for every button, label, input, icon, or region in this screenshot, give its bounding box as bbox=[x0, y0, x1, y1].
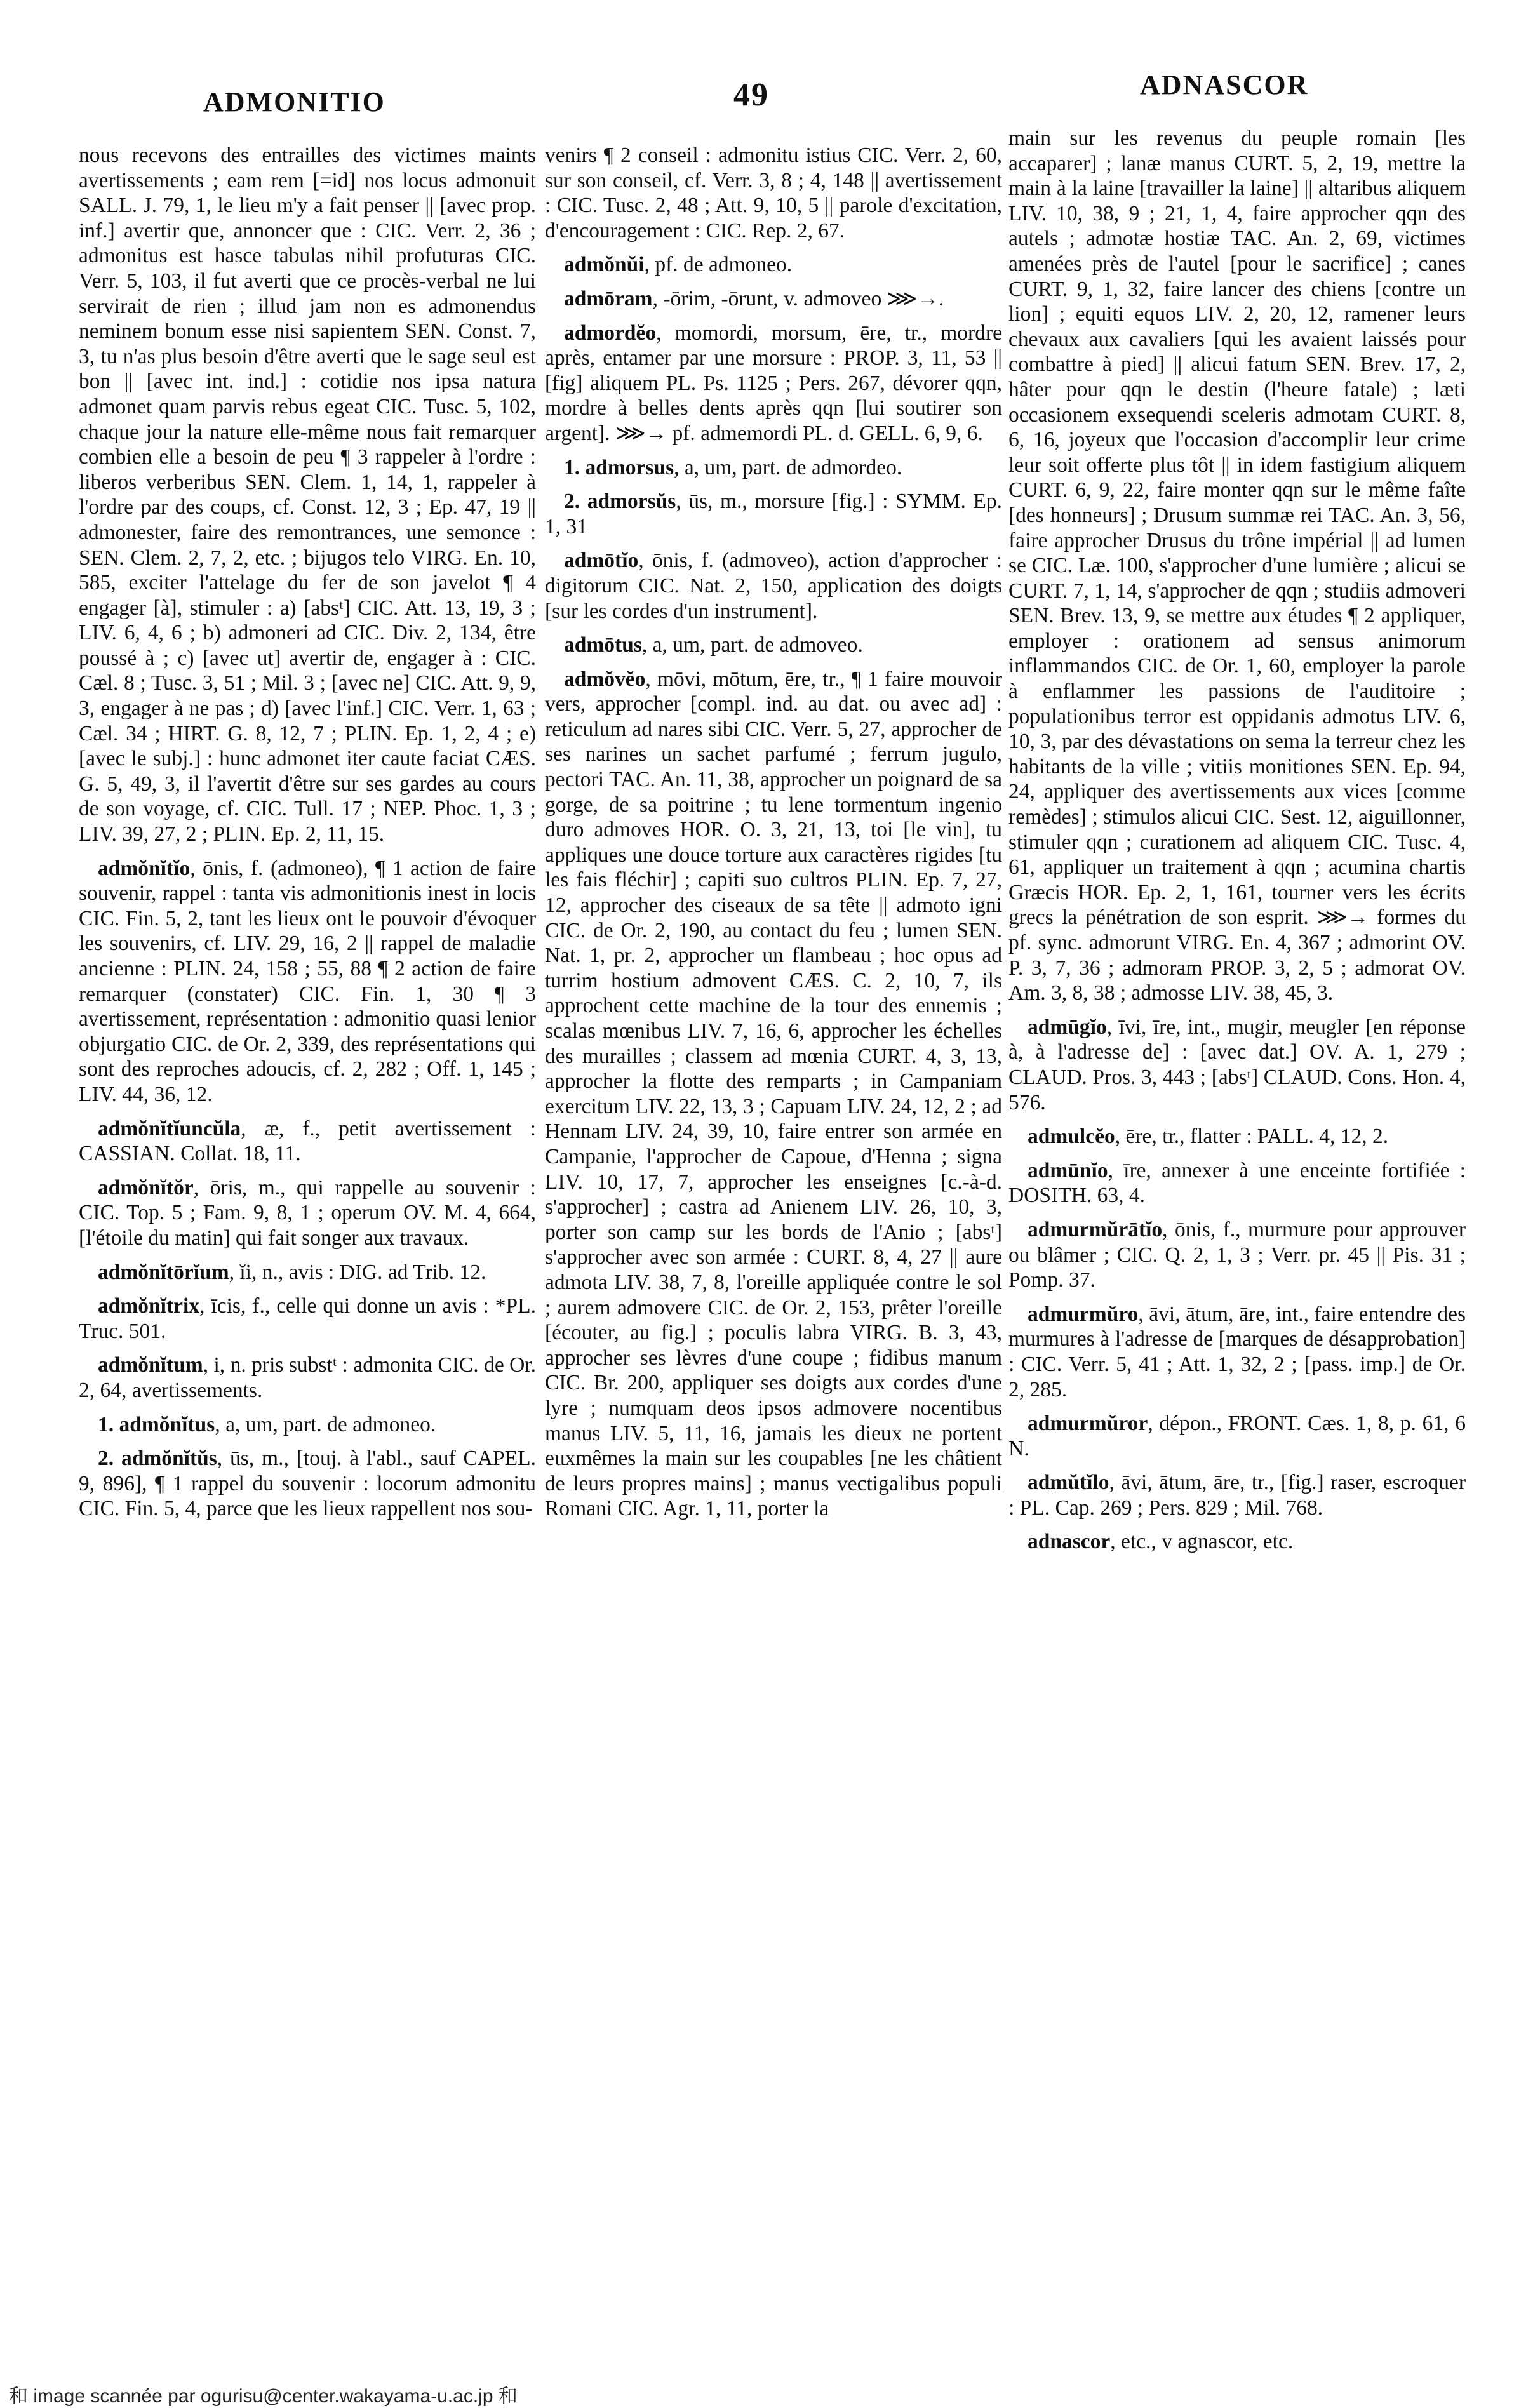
headword: admŏvĕo bbox=[564, 667, 646, 691]
entry-admonitum: admŏnĭtum, i, n. pris substᵗ : admonita CIC. de Or. 2, 64, avertissements. bbox=[79, 1353, 536, 1402]
headword: admŏnĭtrix bbox=[98, 1294, 200, 1318]
headword: 2. admorsŭs bbox=[564, 490, 676, 514]
entry-admonitor: admŏnĭtŏr, ōris, m., qui rappelle au souvenir : CIC. Top. 5 ; Fam. 9, 8, 1 ; operum OV. M. 4, 664, [l'étoile du matin] qui fait songer aux travaux. bbox=[79, 1175, 536, 1250]
entry-admoram: admōram, -ōrim, -ōrunt, v. admoveo ⋙→. bbox=[564, 286, 944, 311]
running-head-left: ADMONITIO bbox=[203, 86, 385, 117]
entry-adnascor: adnascor, etc., v agnascor, etc. bbox=[1028, 1530, 1294, 1554]
headword: admūnĭo bbox=[1028, 1158, 1108, 1182]
entry-admonitrix: admŏnĭtrix, īcis, f., celle qui donne un avis : *PL. Truc. 501. bbox=[79, 1294, 536, 1343]
entry-admorsus-2: 2. admorsŭs, ūs, m., morsure [fig.] : SYMM. Ep. 1, 31 bbox=[545, 490, 1002, 538]
headword: admūgĭo bbox=[1028, 1015, 1107, 1039]
entry-admordeo: admordĕo, momordi, morsum, ēre, tr., mordre après, entamer par une morsure : PROP. 3, 11, 53 || [fig] aliquem PL. Ps. 1125 ; Pers. 267, dévorer qqn, mordre à belles dents après qqn [lui soutirer son argent]. ⋙→ pf. admemordi PL. d. GELL. 6, 9, 6. bbox=[545, 321, 1002, 445]
headword: admŏnŭi bbox=[564, 253, 645, 277]
entry-admurmuror: admurmŭror, dépon., FRONT. Cæs. 1, 8, p. 61, 6 N. bbox=[1008, 1412, 1466, 1461]
headword: admulcĕo bbox=[1028, 1125, 1115, 1149]
scan-credit: 和 image scannée par ogurisu@center.wakayama-u.ac.jp 和 bbox=[9, 2386, 518, 2407]
headword: 2. admŏnĭtŭs bbox=[98, 1447, 217, 1471]
entry-continuation: venirs ¶ 2 conseil : admonitu istius CIC. Verr. 2, 60, sur son conseil, cf. Verr. 3, 8 ; 4, 148 || avertissement : CIC. Tusc. 2, 48 ; Att. 9, 10, 5 || parole d'excitation, d'encouragement : CIC. Rep. 2, 67. bbox=[545, 144, 1002, 243]
entry-admurmuro: admurmŭro, āvi, ātum, āre, int., faire entendre des murmures à l'adresse de [marques de désapprobation] : CIC. Verr. 5, 41 ; Att. 1, 32, 2 ; [pass. imp.] de Or. 2, 285. bbox=[1008, 1302, 1466, 1401]
running-head-right: ADNASCOR bbox=[1140, 69, 1309, 100]
page-number: 49 bbox=[733, 77, 769, 113]
headword: adnascor bbox=[1028, 1530, 1111, 1554]
entry-admurmuratio: admurmŭrātĭo, ōnis, f., murmure pour approuver ou blâmer ; CIC. Q. 2, 1, 3 ; Verr. pr. 45 || Pis. 31 ; Pomp. 37. bbox=[1008, 1217, 1466, 1292]
entry-admorsus-1: 1. admorsus, a, um, part. de admordeo. bbox=[564, 455, 902, 479]
headword: admŏnĭtĭuncŭla bbox=[98, 1116, 241, 1140]
headword: admŏnĭtĭo bbox=[98, 856, 191, 880]
entry-admotus: admōtus, a, um, part. de admoveo. bbox=[564, 633, 863, 657]
headword: admŏnĭtŏr bbox=[98, 1175, 194, 1200]
headword: admōtĭo bbox=[564, 549, 639, 573]
column-right bbox=[1008, 126, 1466, 2348]
entry-admulceo: admulcĕo, ēre, tr., flatter : PALL. 4, 12, 2. bbox=[1028, 1125, 1389, 1149]
entry-admonui: admŏnŭi, pf. de admoneo. bbox=[564, 253, 793, 277]
headword: 1. admŏnĭtus bbox=[98, 1412, 215, 1436]
headword: admordĕo bbox=[564, 321, 657, 345]
entry-continuation: nous recevons des entrailles des victimes maints avertissements ; eam rem [=id] nos locus admonuit SALL. J. 79, 1, le lieu m'y a fait penser || [avec prop. inf.] avertir que, annoncer que : CIC. Verr. 2, 36 ; admonitus est hasce tabulas nihil profuturas CIC. Verr. 5, 103, il fut averti que ce procès-verbal ne lui servirait de rien ; illud jam non es admonendus neminem bonum esse nisi sapientem SEN. Const. 7, 3, tu n'as plus besoin d'être averti que le sage seul est bon || [avec int. ind.] : cotidie nos ipsa natura admonet quam parvis rebus egeat CIC. Tusc. 5, 102, chaque jour la nature elle-même nous fait remarquer combien elle a besoin de peu ¶ 3 rappeler à l'ordre : liberos verberibus SEN. Clem. 1, 14, 1, rappeler à l'ordre par des coups, cf. Const. 12, 3 ; Ep. 47, 19 || admonester, faire des remontrances, une semonce : SEN. Clem. 2, 7, 2, etc. ; bijugos telo VIRG. En. 10, 585, exciter l'attelage du fer de son javelot ¶ 4 engager [à], stimuler : a) [absᵗ] CIC. Att. 13, 19, 3 ; LIV. 6, 4, 6 ; b) admoneri ad CIC. Div. 2, 134, être poussé à ; c) [avec ut] avertir de, engager à : CIC. Cæl. 8 ; Tusc. 3, 51 ; Mil. 3 ; [avec ne] CIC. Att. 9, 9, 3, engager à ne pas ; d) [avec l'inf.] CIC. Verr. 1, 63 ; Cæl. 34 ; HIRT. G. 8, 12, 7 ; PLIN. Ep. 1, 2, 4 ; e) [avec le subj.] : hunc admonet iter caute faciat CÆS. G. 5, 49, 3, il l'avertit d'être sur ses gardes au cours de son voyage, cf. CIC. Tull. 17 ; NEP. Phoc. 1, 3 ; LIV. 39, 27, 2 ; PLIN. Ep. 2, 11, 15. bbox=[79, 144, 536, 846]
entry-admutilo: admŭtĭlo, āvi, ātum, āre, tr., [fig.] raser, escroquer : PL. Cap. 269 ; Pers. 829 ; Mil. 768. bbox=[1008, 1471, 1466, 1520]
headword: 1. admorsus bbox=[564, 455, 674, 479]
headword: admurmŭror bbox=[1028, 1412, 1148, 1436]
entry-admonitiuncula: admŏnĭtĭuncŭla, æ, f., petit avertissement : CASSIAN. Collat. 18, 11. bbox=[79, 1116, 536, 1166]
headword: admŭtĭlo bbox=[1028, 1471, 1109, 1495]
entry-admonitus-2: 2. admŏnĭtŭs, ūs, m., [touj. à l'abl., sauf CAPEL. 9, 896], ¶ 1 rappel du souvenir : locorum admonitu CIC. Fin. 5, 4, parce que les lieux rappellent nos sou- bbox=[79, 1447, 536, 1521]
entry-admotio: admōtĭo, ōnis, f. (admoveo), action d'approcher : digitorum CIC. Nat. 2, 150, application des doigts [sur les cordes d'un instrument]. bbox=[545, 549, 1002, 623]
entry-admonitio: admŏnĭtĭo, ōnis, f. (admoneo), ¶ 1 action de faire souvenir, rappel : tanta vis admonitionis inest in locis CIC. Fin. 5, 2, tant les lieux ont le pouvoir d'évoquer les souvenirs, cf. LIV. 29, 16, 2 || rappel de maladie ancienne : PLIN. 24, 158 ; 55, 88 ¶ 2 action de faire remarquer (constater) CIC. Fin. 1, 30 ¶ 3 avertissement, représentation : admonitio quasi lenior objurgatio CIC. de Or. 2, 339, des représentations qui sont des reproches adoucis, cf. 2, 282 ; Off. 1, 145 ; LIV. 44, 36, 12. bbox=[79, 856, 536, 1106]
entry-admugio: admūgĭo, īvi, īre, int., mugir, meugler [en réponse à, à l'adresse de] : [avec dat.] OV. A. 1, 279 ; CLAUD. Pros. 3, 443 ; [absᵗ] CLAUD. Cons. Hon. 4, 576. bbox=[1008, 1015, 1466, 1114]
entry-admonitus-1: 1. admŏnĭtus, a, um, part. de admoneo. bbox=[98, 1412, 436, 1436]
column-middle bbox=[545, 143, 1002, 2302]
entry-continuation: main sur les revenus du peuple romain [les accaparer] ; lanæ manus CURT. 5, 2, 19, mettre la main à la laine [travailler la laine] || altaribus aliquem LIV. 10, 38, 9 ; 21, 1, 4, faire approcher qqn des autels ; admotæ hostiæ TAC. An. 2, 69, victimes amenées près de l'autel [pour le sacrifice] ; canes CURT. 9, 1, 32, faire lancer des chiens [contre un lion] ; equiti equos LIV. 2, 20, 12, ramener leurs chevaux aux cavaliers [qui les avaient laissés pour combattre à pied] || alicui fatum SEN. Brev. 17, 2, hâter pour qqn le destin (l'heure fatale) ; læti occasionem exsequendi sceleris admotam CURT. 8, 6, 16, joyeux que l'occasion d'accomplir leur crime leur soit offerte plus tôt || in idem fastigium aliquem CURT. 6, 9, 22, faire monter qqn sur le même faîte [des honneurs] ; Drusum summæ rei TAC. An. 3, 56, faire approcher Drusus du trône impérial || ad lumen se CIC. Læ. 100, s'approcher d'une lumière ; alicui se CURT. 7, 1, 14, s'approcher de qqn ; studiis admoveri SEN. Brev. 13, 9, se mettre aux études ¶ 2 appliquer, employer : orationem ad sensus animorum inflammandos CIC. de Or. 1, 60, employer la parole à enflammer les passions de l'auditoire ; populationibus terror est oppidanis admotus LIV. 6, 10, 3, par des dévastations on sema la terreur chez les habitants de la ville ; vitiis monitiones SEN. Ep. 94, 24, appliquer des avertissements aux vices [comme remèdes] ; stimulos alicui CIC. Sest. 12, aiguillonner, stimuler qqn ; curationem ad aliquem CIC. Tusc. 4, 61, appliquer un traitement à qqn ; acumina chartis Græcis HOR. Ep. 2, 1, 161, tourner vers les écrits grecs la pénétration de son esprit. ⋙→ formes du pf. sync. admorunt VIRG. En. 4, 367 ; admorint OV. P. 3, 7, 36 ; admoram PROP. 3, 2, 5 ; admorat OV. Am. 3, 8, 38 ; admosse LIV. 38, 45, 3. bbox=[1008, 126, 1466, 1005]
headword: admŏnĭtōrĭum bbox=[98, 1260, 229, 1284]
headword: admōtus bbox=[564, 633, 642, 657]
column-left bbox=[79, 143, 536, 2346]
headword: admŏnĭtum bbox=[98, 1353, 203, 1377]
headword: admurmŭrātĭo bbox=[1028, 1217, 1163, 1241]
entry-admoveo: admŏvĕo, mōvi, mōtum, ēre, tr., ¶ 1 faire mouvoir vers, approcher [compl. ind. au dat. ou avec ad] : reticulum ad nares sibi CIC. Verr. 5, 27, approcher de ses narines un sachet parfumé ; ferrum jugulo, pectori TAC. An. 11, 38, approcher un poignard de sa gorge, de sa poitrine ; tu lene tormentum ingenio duro admoves HOR. O. 3, 21, 13, toi [le vin], tu appliques une douce torture aux caractères rigides [tu les fais fléchir] ; capiti suo cultros PLIN. Ep. 7, 27, 12, approcher des ciseaux de sa tête || admoto igni CIC. de Or. 2, 190, au contact du feu ; lumen SEN. Nat. 1, pr. 2, approcher un flambeau ; hoc opus ad turrim hostium admovent CÆS. C. 2, 10, 7, ils approchent cette machine de la tour des ennemis ; scalas mœnibus LIV. 7, 16, 6, approcher les échelles des murailles ; classem ad mœnia CURT. 4, 3, 13, approcher la flotte des remparts ; in Campaniam exercitum LIV. 22, 13, 3 ; Capuam LIV. 24, 12, 2 ; ad Hennam LIV. 24, 39, 10, faire entrer son armée en Campanie, l'approcher de Capoue, d'Henna ; signa LIV. 10, 17, 7, approcher les enseignes [c.-à-d. s'approcher] ; castra ad Anienem LIV. 26, 10, 3, porter son camp sur les bords de l'Anio ; [absᵗ] s'approcher avec son armée : CURT. 8, 4, 27 || aure admota LIV. 38, 7, 8, l'oreille appliquée contre le sol ; aurem admovere CIC. de Or. 2, 153, prêter l'oreille [écouter, au fig.] ; poculis labra VIRG. B. 3, 43, approcher ses lèvres d'une coupe ; fidibus manum CIC. Br. 200, appliquer ses doigts aux cordes d'une lyre ; numquam deos ipsos admovere nocentibus manus LIV. 5, 11, 16, jamais les dieux ne portent euxmêmes la main sur les coupables [ne les châtient de leurs propres mains] ; manus vectigalibus populi Romani CIC. Agr. 1, 11, porter la bbox=[545, 667, 1002, 1521]
entry-admonitorium: admŏnĭtōrĭum, ĭi, n., avis : DIG. ad Trib. 12. bbox=[98, 1260, 486, 1284]
headword: admōram bbox=[564, 286, 653, 311]
headword: admurmŭro bbox=[1028, 1302, 1139, 1326]
entry-admunio: admūnĭo, īre, annexer à une enceinte fortifiée : DOSITH. 63, 4. bbox=[1008, 1158, 1466, 1208]
